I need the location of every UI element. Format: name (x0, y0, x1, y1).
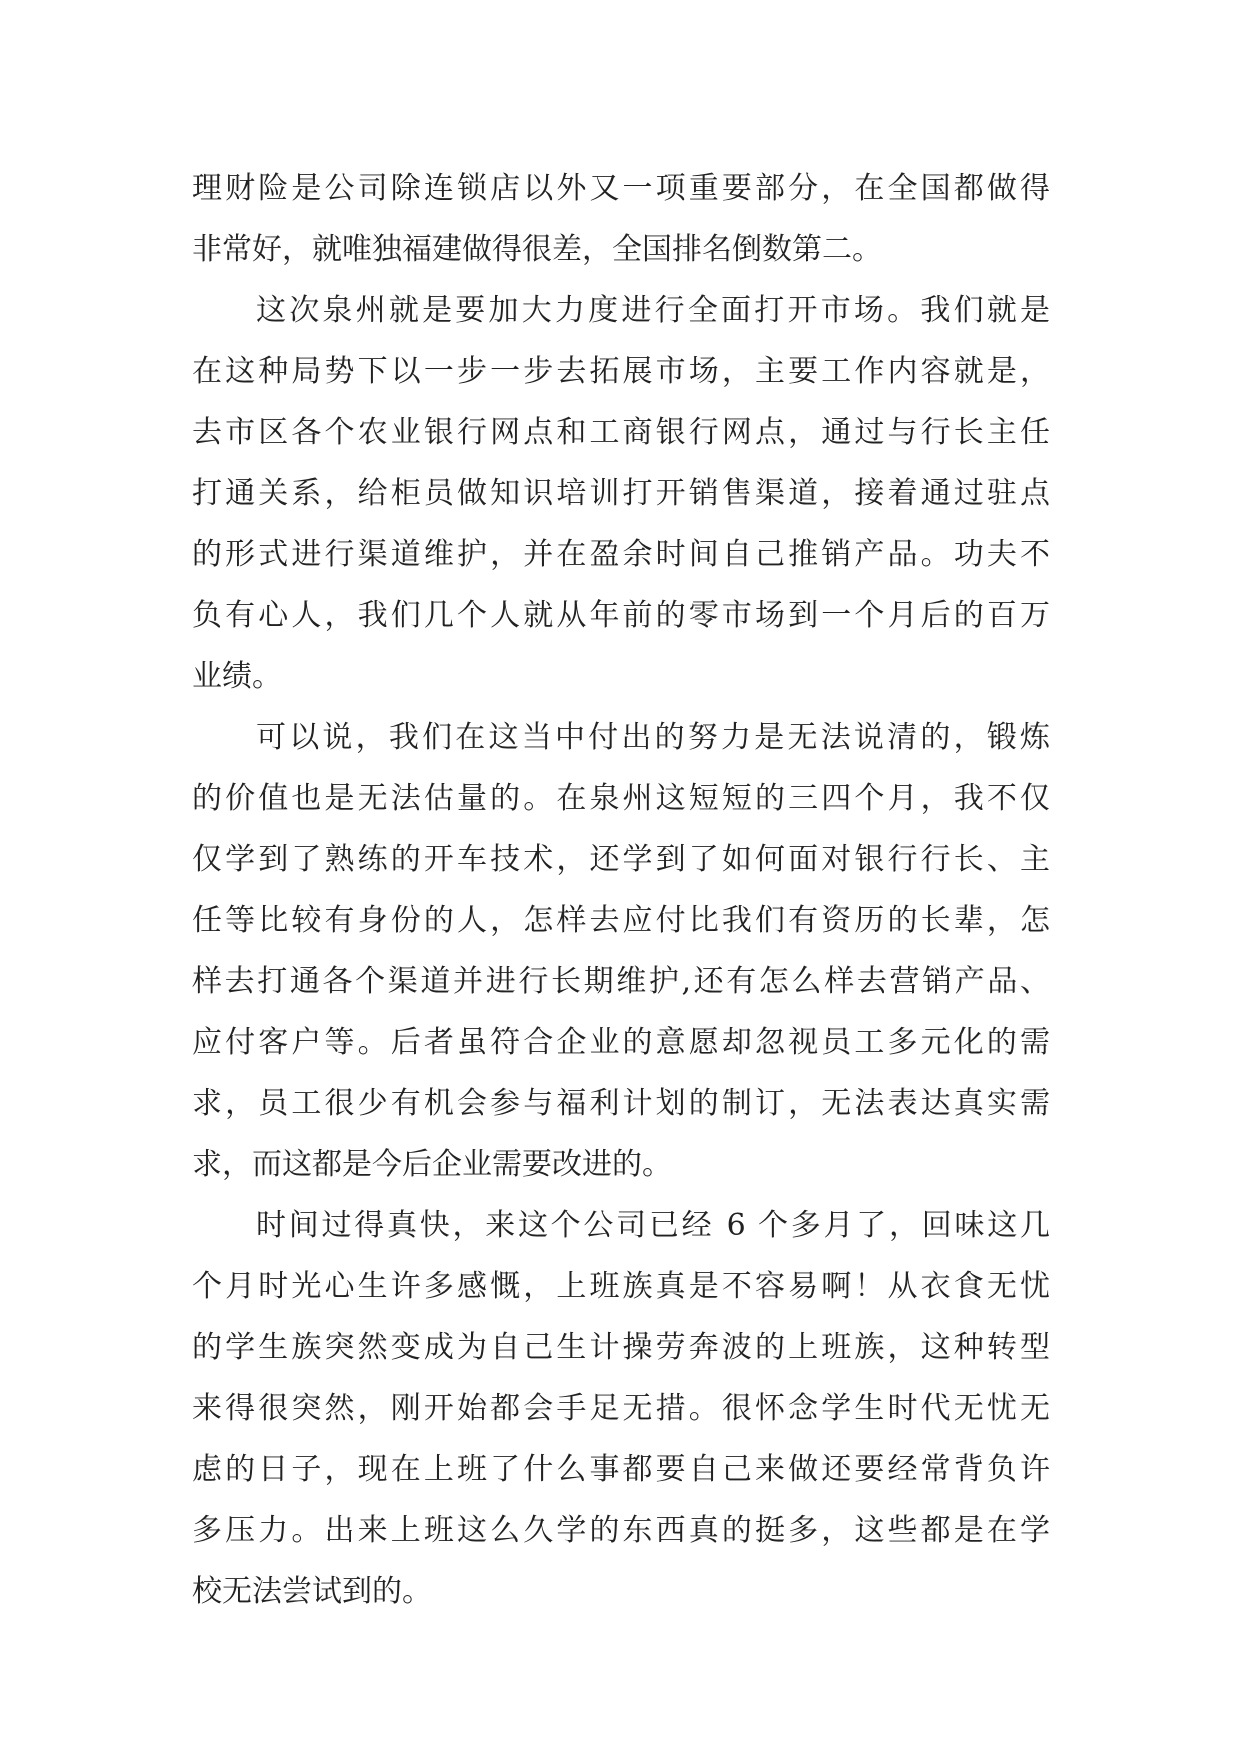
text-line: 来得很突然，刚开始都会手足无措。很怀念学生时代无忧无 (192, 1391, 1050, 1426)
text-line: 在这种局势下以一步一步去拓展市场，主要工作内容就是， (192, 354, 1050, 389)
text-line: 仅学到了熟练的开车技术，还学到了如何面对银行行长、主 (192, 842, 1050, 877)
text-line: 理财险是公司除连锁店以外又一项重要部分，在全国都做得 (192, 171, 1050, 206)
text-line: 业绩。 (192, 659, 282, 694)
text-line: 求，员工很少有机会参与福利计划的制订，无法表达真实需 (192, 1086, 1050, 1121)
text-line: 非常好，就唯独福建做得很差，全国排名倒数第二。 (192, 232, 882, 267)
text-line: 可以说，我们在这当中付出的努力是无法说清的，锻炼 (256, 720, 1050, 755)
text-line: 这次泉州就是要加大力度进行全面打开市场。我们就是 (256, 293, 1050, 328)
text-line: 校无法尝试到的。 (192, 1574, 432, 1609)
text-line: 时间过得真快，来这个公司已经 6 个多月了，回味这几 (256, 1208, 1050, 1243)
text-line: 应付客户等。后者虽符合企业的意愿却忽视员工多元化的需 (192, 1025, 1050, 1060)
text-line: 去市区各个农业银行网点和工商银行网点，通过与行长主任 (192, 415, 1050, 450)
text-line: 的形式进行渠道维护，并在盈余时间自己推销产品。功夫不 (192, 537, 1050, 572)
text-line: 打通关系，给柜员做知识培训打开销售渠道，接着通过驻点 (192, 476, 1050, 511)
text-line: 求，而这都是今后企业需要改进的。 (192, 1147, 672, 1182)
text-line: 虑的日子，现在上班了什么事都要自己来做还要经常背负许 (192, 1452, 1050, 1487)
text-line: 的学生族突然变成为自己生计操劳奔波的上班族，这种转型 (192, 1330, 1050, 1365)
text-line: 个月时光心生许多感慨，上班族真是不容易啊！从衣食无忧 (192, 1269, 1050, 1304)
text-line: 负有心人，我们几个人就从年前的零市场到一个月后的百万 (192, 598, 1050, 633)
text-line: 的价值也是无法估量的。在泉州这短短的三四个月，我不仅 (192, 781, 1050, 816)
text-line: 样去打通各个渠道并进行长期维护,还有怎么样去营销产品、 (192, 964, 1050, 999)
document-body (192, 158, 1050, 1622)
text-line: 多压力。出来上班这么久学的东西真的挺多，这些都是在学 (192, 1513, 1050, 1548)
text-line: 任等比较有身份的人，怎样去应付比我们有资历的长辈，怎 (192, 903, 1050, 938)
